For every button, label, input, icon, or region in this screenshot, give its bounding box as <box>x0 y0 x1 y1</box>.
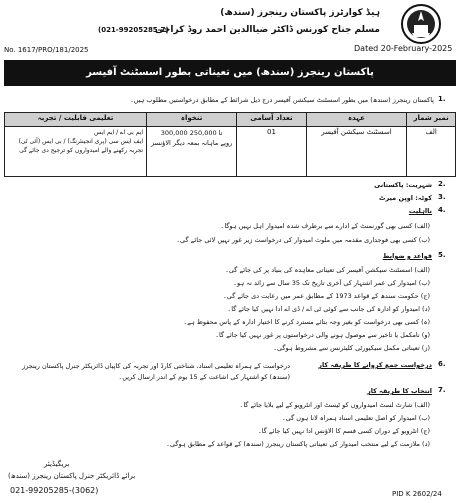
list-item: (د) امیدوار کو ادارہ کی جانب سے کوئی ٹی اے / ڈی اے ادا نہیں کیا جائے گا۔ <box>227 305 430 313</box>
section-number-1: 1. <box>438 95 446 103</box>
list-item: (ز) تعیناتی مکمل سیکیورٹی کلیئرنس سے مشروط ہوگی۔ <box>273 344 430 352</box>
list-item: (د) ملازمت کے لیے منتخب امیدوار کی تعیناتی پاکستان رینجرز (سندھ) کے قواعد کے مطابق ہوگی۔ <box>166 440 430 448</box>
header-serial: نمبر شمار <box>407 113 456 127</box>
table-row <box>5 127 456 177</box>
list-item: (ب) امیدوار کو اصل تعلیمی اسناد ہمراہ لانا ہوں گی۔ <box>281 414 430 422</box>
header-post: عہدہ <box>306 113 407 127</box>
list-item: (ہ) کسی بھی درخواست کو بغیر وجہ بتائے مسترد کرنے کا اختیار ادارہ کے پاس محفوظ ہے۔ <box>183 318 430 326</box>
header-salary: تنخواہ <box>147 113 237 127</box>
list-item: (الف) اسسٹنٹ سیکشن آفیسر کی تعیناتی معاہدہ کی بنیاد پر کی جائے گی۔ <box>225 266 430 274</box>
banner-corner <box>4 60 30 86</box>
section-citizenship: شہریت: پاکستانی <box>374 181 432 189</box>
pid-number: PID K 2602/24 <box>392 490 442 498</box>
list-item: (و) نامکمل یا تاخیر سے موصول ہونے والی درخواستوں پر غور نہیں کیا جائے گا۔ <box>215 331 430 339</box>
list-item: (ب) کسی بھی فوجداری مقدمہ میں ملوث امیدوار کی درخواست زیر غور نہیں لائی جائے گی۔ <box>176 236 430 244</box>
section-number-6: 6. <box>438 360 446 368</box>
post-cell: اسسٹنٹ سیکشن آفیسر <box>306 127 407 177</box>
salary-cell: 300,000 تا 250,000 روپے ماہانہ بمعہ دیگر الاؤنسز <box>147 127 237 177</box>
signatory-designation: برائے ڈائریکٹر جنرل پاکستان رینجرز (سندھ) <box>8 472 136 480</box>
list-item: (الف) شارٹ لسٹ امیدواروں کو ٹیسٹ اور انٹرویو کے لیے بلایا جائے گا۔ <box>239 401 430 409</box>
reference-number: No. 1617/PRO/181/2025 <box>4 46 89 54</box>
header-qualification: تعلیمی قابلیت / تجربہ <box>5 113 147 127</box>
signatory-rank: بریگیڈیئر <box>44 460 70 468</box>
section-number-2: 2. <box>438 180 446 188</box>
count-cell: 01 <box>237 127 306 177</box>
section-selection-title: انتخاب کا طریقہ کار <box>366 387 432 395</box>
section-apply-title: درخواست جمع کروانے کا طریقہ کار <box>318 361 432 369</box>
section-number-7: 7. <box>438 386 446 394</box>
date-label: Dated 20-February-2025 <box>354 44 453 53</box>
apply-instructions: درخواست کے ہمراہ تعلیمی اسناد، شناختی کارڈ اور تجربہ کی کاپیاں ڈائریکٹر جنرل پاکستان رینجرز (سندھ) کو اشتہار کی اشاعت کے 15 یوم کے اندر ارسال کریں۔ <box>22 362 290 381</box>
signatory-phone: 021-99205285-(3062) <box>10 486 99 495</box>
section-number-4: 4. <box>438 206 446 214</box>
list-item: (الف) کسی بھی گورنمنٹ کے ادارے سے برطرف شدہ امیدوار اہل نہیں ہوگا۔ <box>220 222 430 230</box>
section-quota: کوٹہ: اوپن میرٹ <box>378 194 432 202</box>
vacancy-table <box>4 112 456 177</box>
rangers-emblem-logo <box>400 3 442 45</box>
section-number-3: 3. <box>438 193 446 201</box>
intro-text: پاکستان رینجرز (سندھ) میں بطور اسسٹنٹ سیکشن آفیسر درج ذیل شرائط کے مطابق درخواستیں مطلوب ہیں۔ <box>129 96 434 104</box>
qualification-cell: ایم بی اے / ایم ایس ایف ایس سی (پری انجینئرنگ) / بی ایس (آئی ٹی) تجربہ رکھنے والے امیدواروں کو ترجیح دی جائے گی <box>5 127 147 177</box>
section-rules-title: قواعد و ضوابط <box>382 252 432 260</box>
header-org-name: ہیڈ کوارٹرز پاکستان رینجرز (سندھ) <box>220 8 380 18</box>
list-item: (ج) حکومت سندھ کے قواعد 1973 کے مطابق عمر میں رعایت دی جائے گی۔ <box>223 292 430 300</box>
title-banner <box>4 60 456 86</box>
section-number-5: 5. <box>438 251 446 259</box>
serial-cell: الف <box>407 127 456 177</box>
list-item: (ب) امیدوار کی عمر اشتہار کی آخری تاریخ تک 35 سال سے زائد نہ ہو۔ <box>233 279 430 287</box>
list-item: (ج) انٹرویو کے دوران کسی قسم کا الاؤنس ادا نہیں کیا جائے گا۔ <box>257 427 430 435</box>
header-count: تعداد آسامی <box>237 113 306 127</box>
table-header-row <box>5 113 456 127</box>
header-address: مسلم جناح کورنس ڈاکٹر ضیاالدین احمد روڈ کراچی <box>154 25 380 35</box>
header-phone: (021-99205285-7) <box>98 26 169 34</box>
section-disqualification-title: نااہلیت <box>408 207 432 215</box>
banner-title: پاکستان رینجرز (سندھ) میں تعیناتی بطور اسسٹنٹ آفیسر <box>86 67 374 78</box>
